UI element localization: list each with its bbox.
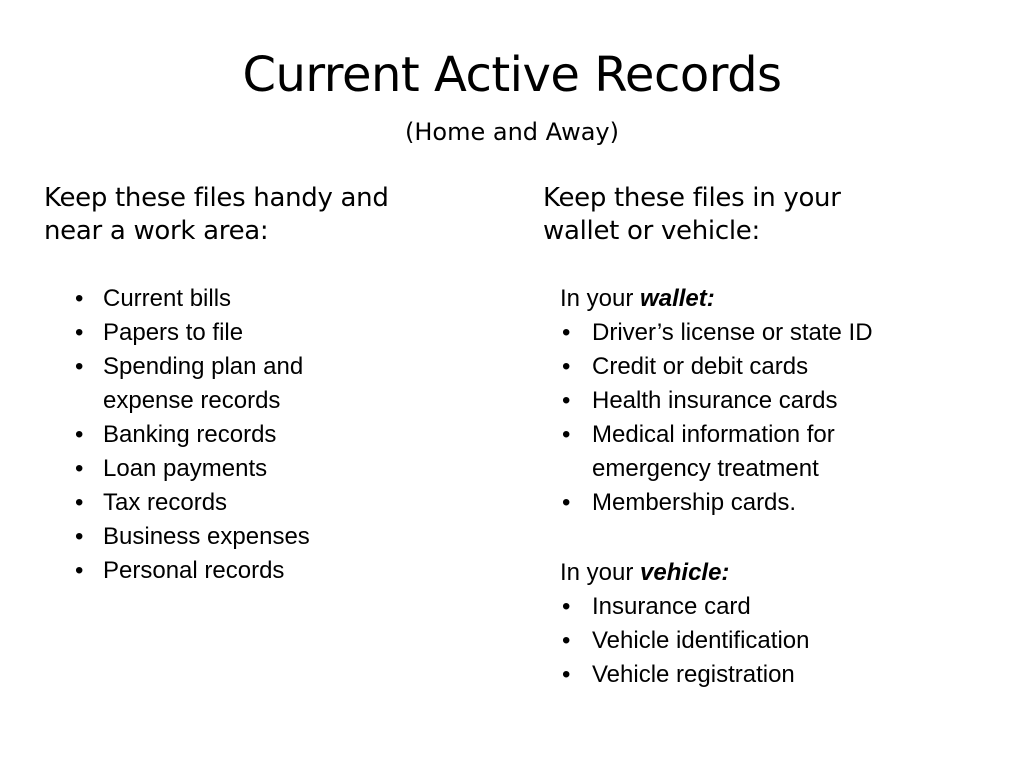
home-records-list bbox=[73, 282, 403, 588]
vehicle-records-list bbox=[560, 590, 1000, 692]
list-item-continuation: emergency treatment bbox=[592, 455, 819, 482]
right-heading-line-2: wallet or vehicle: bbox=[543, 216, 760, 246]
left-column-heading bbox=[44, 182, 464, 248]
list-item: • Medical information for bbox=[560, 418, 1000, 452]
list-item: • Current bills bbox=[73, 282, 403, 316]
right-column-heading bbox=[543, 182, 963, 248]
wallet-intro bbox=[560, 282, 1000, 316]
list-item: • Driver’s license or state ID bbox=[560, 316, 1000, 350]
list-item: • Credit or debit cards bbox=[560, 350, 1000, 384]
wallet-group bbox=[560, 282, 1000, 520]
vehicle-group bbox=[560, 556, 1000, 692]
list-item: • Membership cards. bbox=[560, 486, 1000, 520]
list-item: • Papers to file bbox=[73, 316, 403, 350]
list-item: • Banking records bbox=[73, 418, 403, 452]
vehicle-keyword: vehicle: bbox=[640, 559, 730, 586]
list-item: • Personal records bbox=[73, 554, 403, 588]
slide-subtitle: (Home and Away) bbox=[405, 118, 619, 146]
list-item: • Vehicle registration bbox=[560, 658, 1000, 692]
wallet-keyword: wallet: bbox=[640, 285, 715, 312]
vehicle-intro bbox=[560, 556, 1000, 590]
list-item: • Insurance card bbox=[560, 590, 1000, 624]
list-item: • Spending plan and bbox=[73, 350, 403, 384]
wallet-intro-text: In your bbox=[560, 285, 634, 312]
list-item: • Loan payments bbox=[73, 452, 403, 486]
slide-title: Current Active Records bbox=[242, 47, 782, 103]
left-heading-line-1: Keep these files handy and bbox=[44, 183, 389, 213]
right-heading-line-1: Keep these files in your bbox=[543, 183, 841, 213]
wallet-records-list bbox=[560, 316, 1000, 520]
list-item: • Business expenses bbox=[73, 520, 403, 554]
list-item: • Health insurance cards bbox=[560, 384, 1000, 418]
list-item: • Vehicle identification bbox=[560, 624, 1000, 658]
list-item-continuation: expense records bbox=[103, 387, 281, 414]
vehicle-intro-text: In your bbox=[560, 559, 634, 586]
list-item: • Tax records bbox=[73, 486, 403, 520]
left-heading-line-2: near a work area: bbox=[44, 216, 269, 246]
